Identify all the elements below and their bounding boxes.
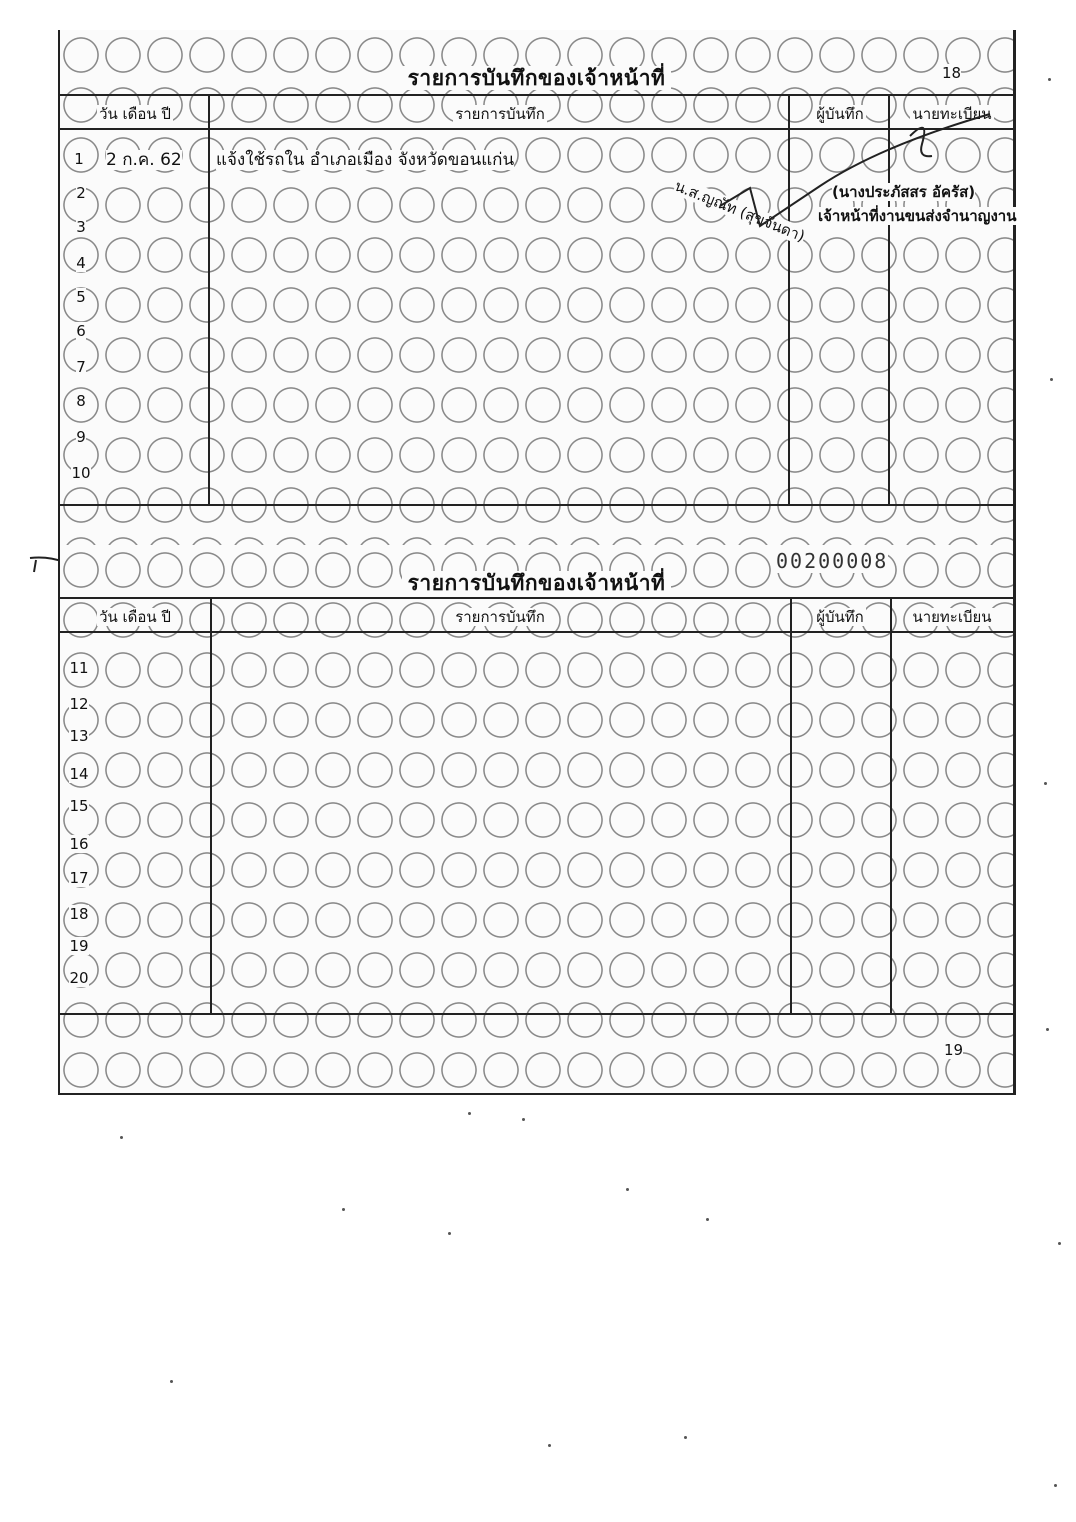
- scan-speck: [1046, 1028, 1049, 1031]
- row-number: 12: [69, 695, 89, 713]
- header-record: รายการบันทึก: [455, 105, 545, 123]
- scan-speck: [170, 1380, 173, 1383]
- row-number: 9: [76, 428, 86, 446]
- row-number: 18: [69, 905, 89, 923]
- row-number: 7: [76, 358, 86, 376]
- header-registrar: นายทะเบียน: [912, 105, 992, 123]
- bottom-form-table: [60, 597, 1013, 1015]
- registrar-name: (นางประภัสสร อัครัส): [832, 183, 976, 201]
- scan-speck: [522, 1118, 525, 1121]
- row-number: 1: [74, 150, 84, 168]
- entry-date: 2 ก.ค. 62: [106, 150, 182, 170]
- scan-speck: [342, 1208, 345, 1211]
- scan-speck: [1044, 782, 1047, 785]
- header-record: รายการบันทึก: [455, 608, 545, 626]
- header-date: วัน เดือน ปี: [99, 105, 171, 123]
- header-recorder: ผู้บันทึก: [816, 105, 864, 123]
- scan-speck: [548, 1444, 551, 1447]
- header-registrar: นายทะเบียน: [912, 608, 992, 626]
- scan-speck: [684, 1436, 687, 1439]
- scan-speck: [1048, 78, 1051, 81]
- serial-number: 00200008: [776, 549, 889, 573]
- top-form-title: รายการบันทึกของเจ้าหน้าที่: [60, 62, 1013, 95]
- scan-speck: [468, 1112, 471, 1115]
- column-divider: [890, 599, 892, 1013]
- top-form-page-number: 18: [942, 64, 962, 82]
- row-number: 17: [69, 869, 89, 887]
- scan-speck: [1054, 1484, 1057, 1487]
- bottom-form-page-number: 19: [944, 1041, 964, 1059]
- bottom-form-title: รายการบันทึกของเจ้าหน้าที่: [60, 567, 1013, 600]
- scan-speck: [706, 1218, 709, 1221]
- top-form-table: [60, 94, 1017, 506]
- column-divider: [790, 599, 792, 1013]
- row-number: 19: [69, 937, 89, 955]
- row-number: 2: [76, 184, 86, 202]
- bottom-form-sheet: [58, 545, 1016, 1095]
- row-number: 15: [69, 797, 89, 815]
- scan-speck: [1050, 378, 1053, 381]
- column-divider: [210, 599, 212, 1013]
- row-number: 5: [76, 288, 86, 306]
- scan-speck: [120, 1136, 123, 1139]
- row-number: 11: [69, 659, 89, 677]
- scan-speck: [1058, 1242, 1061, 1245]
- handwritten-signature-icon: [60, 96, 1017, 296]
- entry-text: แจ้งใช้รถใน อำเภอเมือง จังหวัดขอนแก่น: [216, 150, 515, 170]
- row-number: 20: [69, 969, 89, 987]
- registrar-title: เจ้าหน้าที่งานขนส่งจำนาญงาน: [818, 207, 1017, 225]
- row-number: 14: [69, 765, 89, 783]
- header-date: วัน เดือน ปี: [99, 608, 171, 626]
- row-number: 6: [76, 322, 86, 340]
- row-number: 3: [76, 218, 86, 236]
- bottom-form-table-header: [60, 599, 1013, 633]
- row-number: 8: [76, 392, 86, 410]
- row-number: 16: [69, 835, 89, 853]
- scan-speck: [626, 1188, 629, 1191]
- scan-speck: [448, 1232, 451, 1235]
- row-number: 13: [69, 727, 89, 745]
- recorder-signature: น.ส.ญณัท (สุขจันดา): [672, 176, 808, 246]
- row-number: 4: [76, 254, 86, 272]
- top-form-sheet: [58, 30, 1016, 560]
- header-recorder: ผู้บันทึก: [816, 608, 864, 626]
- row-number: 10: [71, 464, 91, 482]
